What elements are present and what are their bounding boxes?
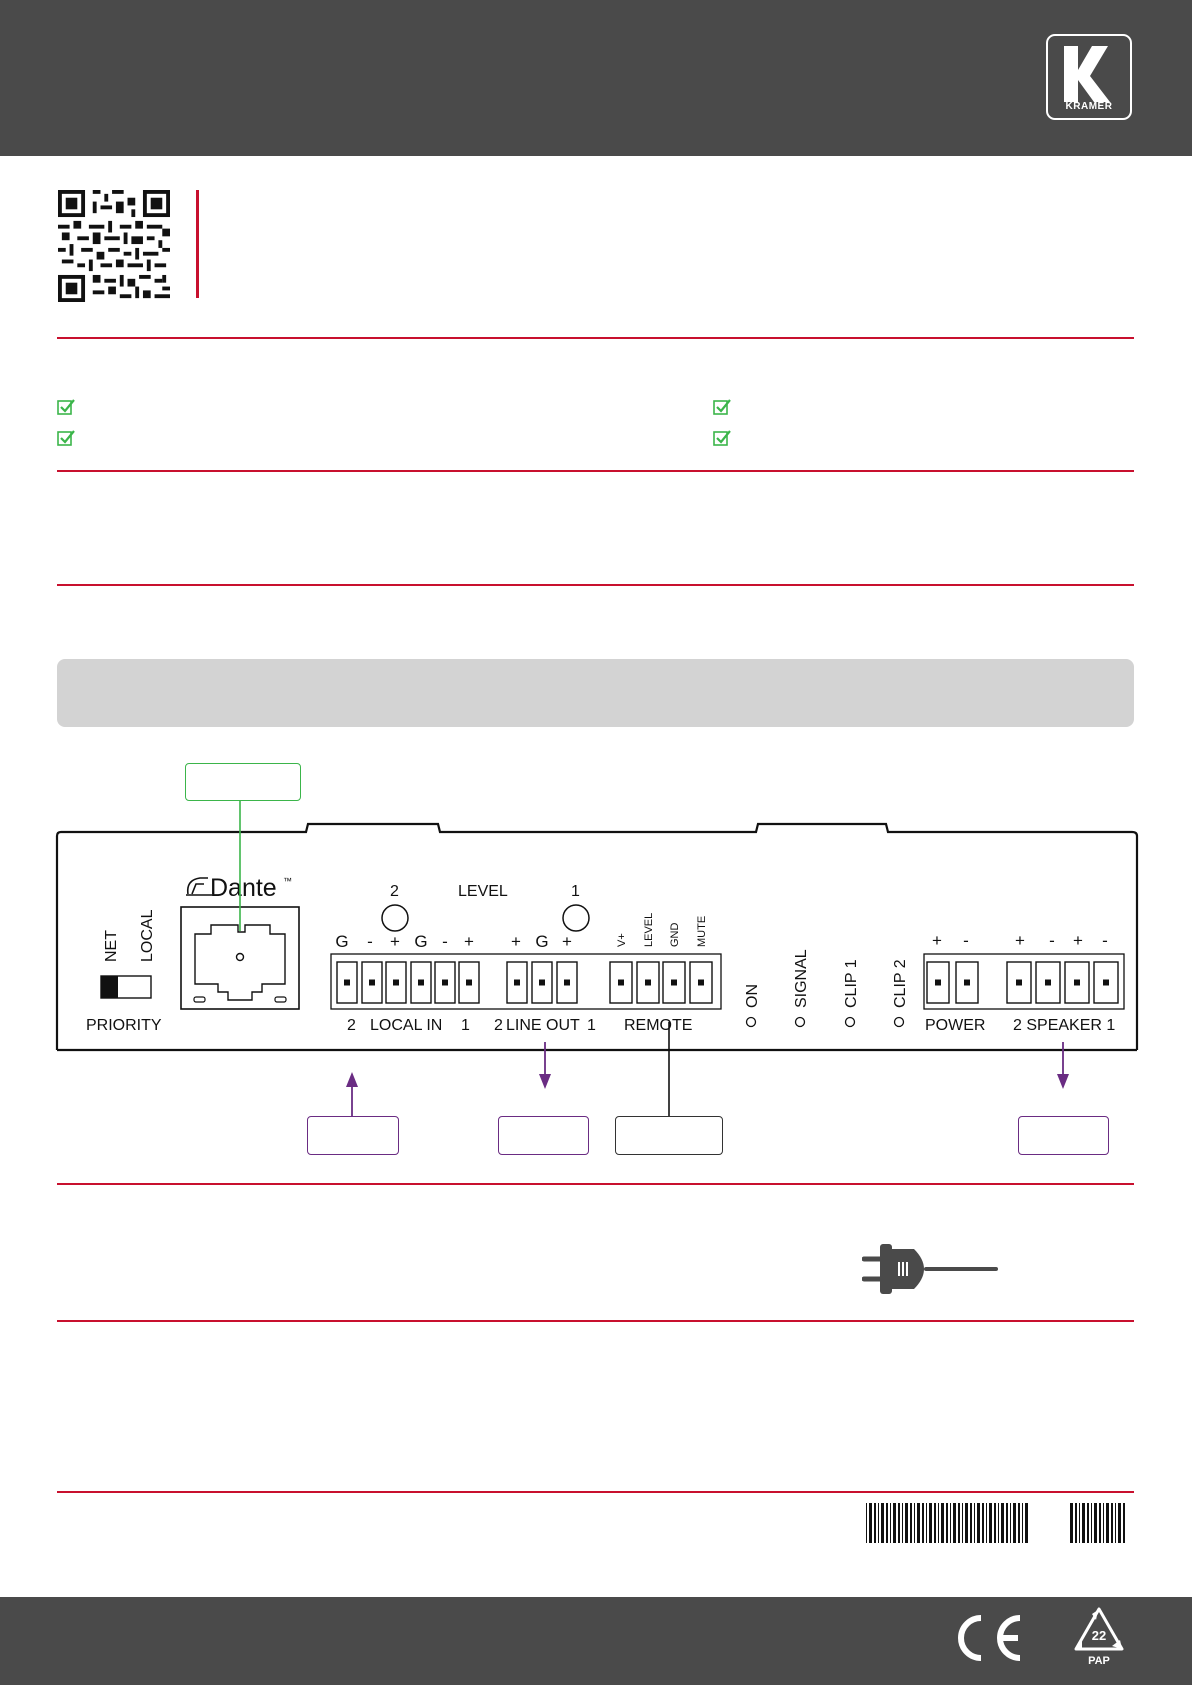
barcode-bar xyxy=(934,1503,936,1543)
pin-label: + xyxy=(390,932,400,951)
line-out-1-label: 1 xyxy=(587,1017,596,1034)
terminal-screw xyxy=(671,980,677,986)
led-signal xyxy=(793,949,810,1026)
barcode-bar xyxy=(866,1503,867,1543)
barcode-bar xyxy=(950,1503,951,1543)
barcode-bar xyxy=(938,1503,939,1543)
barcode-bar xyxy=(905,1503,908,1543)
terminal-screw xyxy=(935,980,941,986)
barcode-bar xyxy=(1006,1503,1008,1543)
barcode-bar xyxy=(1087,1503,1089,1543)
pin-label: - xyxy=(442,932,448,951)
pin-label: G xyxy=(535,932,549,951)
remote-terminals xyxy=(610,962,712,1003)
pin-label: LEVEL xyxy=(643,912,655,947)
barcode-bar xyxy=(994,1503,996,1543)
barcode-bar xyxy=(1099,1503,1101,1543)
barcode-bar xyxy=(977,1503,980,1543)
power-terminals xyxy=(927,962,978,1003)
pin-label: - xyxy=(1102,931,1108,950)
barcode-bar xyxy=(946,1503,948,1543)
barcode-small xyxy=(1070,1503,1126,1543)
barcode-bar xyxy=(1013,1503,1016,1543)
barcode-bar xyxy=(998,1503,999,1543)
line-out-label: LINE OUT xyxy=(506,1017,580,1034)
pin-label: G xyxy=(335,932,349,951)
terminal-screw xyxy=(645,980,651,986)
pin-label: + xyxy=(1073,931,1083,950)
pin-label: + xyxy=(464,932,474,951)
pin-label: GND xyxy=(669,922,681,947)
barcode-bar xyxy=(962,1503,963,1543)
power-label: POWER xyxy=(925,1017,986,1034)
led-clip1-label: CLIP 1 xyxy=(843,959,860,1008)
barcode-bar xyxy=(970,1503,972,1543)
terminal-screw xyxy=(618,980,624,986)
pin-label: - xyxy=(963,931,969,950)
barcode-bar xyxy=(1079,1503,1080,1543)
svg-text:™: ™ xyxy=(283,876,292,886)
terminal-screw xyxy=(1103,980,1109,986)
barcode-bar xyxy=(1082,1503,1085,1543)
recycle-icon xyxy=(1072,1606,1126,1670)
led-clip2-label: CLIP 2 xyxy=(892,959,909,1008)
barcode-bar xyxy=(878,1503,879,1543)
barcode-bar xyxy=(1103,1503,1104,1543)
led-on xyxy=(744,984,761,1027)
led-clip-1 xyxy=(843,959,860,1026)
barcode-bar xyxy=(886,1503,888,1543)
pin-label: V+ xyxy=(616,933,628,947)
level-knob-1-label: 1 xyxy=(571,883,580,900)
terminal-screw xyxy=(466,980,472,986)
barcode-bar xyxy=(953,1503,956,1543)
switch-local-label: LOCAL xyxy=(139,909,156,962)
pin-label: - xyxy=(367,932,373,951)
barcode-bar xyxy=(1075,1503,1077,1543)
level-knob-1 xyxy=(563,905,589,931)
barcode-bar xyxy=(869,1503,872,1543)
barcode-bar xyxy=(929,1503,932,1543)
barcode-bar xyxy=(926,1503,927,1543)
local-in-callout xyxy=(307,1116,399,1155)
pin-label: MUTE xyxy=(696,915,708,947)
terminal-screw xyxy=(698,980,704,986)
dante-logo-text: Dante xyxy=(210,874,277,902)
local-in-label: LOCAL IN xyxy=(370,1017,443,1034)
terminal-screw xyxy=(514,980,520,986)
switch-net-label: NET xyxy=(103,930,120,962)
terminal-screw xyxy=(964,980,970,986)
barcode-bar xyxy=(898,1503,900,1543)
speaker-terminals xyxy=(1007,962,1118,1003)
remote-label: REMOTE xyxy=(624,1017,693,1034)
barcode-bar xyxy=(1022,1503,1023,1543)
barcode-bar xyxy=(874,1503,876,1543)
barcode-bar xyxy=(1091,1503,1092,1543)
local-in-terminals xyxy=(337,962,479,1003)
barcode-bar xyxy=(986,1503,987,1543)
terminal-screw xyxy=(1045,980,1051,986)
pin-label: G xyxy=(414,932,428,951)
ce-mark-icon xyxy=(948,1612,1024,1664)
barcode-bar xyxy=(974,1503,975,1543)
level-knob-2 xyxy=(382,905,408,931)
barcode-bar xyxy=(1001,1503,1004,1543)
barcode-bar xyxy=(893,1503,896,1543)
speaker-callout xyxy=(1018,1116,1109,1155)
local-in-1-label: 1 xyxy=(461,1017,470,1034)
barcode-bar xyxy=(1111,1503,1113,1543)
dante-port-callout xyxy=(185,763,301,801)
line-out-2-label: 2 xyxy=(494,1017,503,1034)
line-out-callout xyxy=(498,1116,589,1155)
barcode-bar xyxy=(958,1503,960,1543)
barcode-bar xyxy=(1070,1503,1073,1543)
terminal-screw xyxy=(442,980,448,986)
barcode-bar xyxy=(914,1503,915,1543)
terminal-screw xyxy=(539,980,545,986)
terminal-screw xyxy=(1074,980,1080,986)
level-knob-2-label: 2 xyxy=(390,883,399,900)
local-in-2-label: 2 xyxy=(347,1017,356,1034)
section-rule xyxy=(57,1320,1134,1322)
barcode-bar xyxy=(1094,1503,1097,1543)
barcode-bar xyxy=(1118,1503,1121,1543)
barcode-bar xyxy=(902,1503,903,1543)
pin-label: + xyxy=(562,932,572,951)
speaker-label: 2 SPEAKER 1 xyxy=(1013,1017,1116,1034)
terminal-screw xyxy=(564,980,570,986)
barcode-bar xyxy=(910,1503,912,1543)
terminal-screw xyxy=(369,980,375,986)
section-rule xyxy=(57,1491,1134,1493)
barcode-bar xyxy=(1123,1503,1125,1543)
pin-label: + xyxy=(1015,931,1025,950)
barcode-bar xyxy=(1025,1503,1028,1543)
barcode-bar xyxy=(922,1503,924,1543)
led-on-label: ON xyxy=(744,984,761,1008)
pin-label: - xyxy=(1049,931,1055,950)
barcode-bar xyxy=(1010,1503,1011,1543)
terminal-screw xyxy=(393,980,399,986)
barcode-bar xyxy=(1106,1503,1109,1543)
led-signal-label: SIGNAL xyxy=(793,949,810,1008)
level-label: LEVEL xyxy=(458,883,508,900)
barcode-bar xyxy=(1018,1503,1020,1543)
barcode-bar xyxy=(917,1503,920,1543)
barcode-bar xyxy=(881,1503,884,1543)
terminal-screw xyxy=(1016,980,1022,986)
barcode-bar xyxy=(982,1503,984,1543)
led-clip-2 xyxy=(892,959,909,1026)
logo-text: KRAMER xyxy=(1065,101,1113,112)
barcode-main xyxy=(866,1503,1028,1543)
pin-label: + xyxy=(932,931,942,950)
pin-label: + xyxy=(511,932,521,951)
barcode-bar xyxy=(890,1503,891,1543)
barcode-bar xyxy=(965,1503,968,1543)
remote-callout xyxy=(615,1116,723,1155)
barcode-bar xyxy=(941,1503,944,1543)
barcode-bar xyxy=(1115,1503,1116,1543)
priority-label: PRIORITY xyxy=(86,1017,162,1034)
terminal-screw xyxy=(418,980,424,986)
recycle-label: PAP xyxy=(1088,1655,1110,1667)
power-plug-icon xyxy=(862,1240,1000,1298)
barcode-bar xyxy=(989,1503,992,1543)
recycle-number: 22 xyxy=(1091,1628,1107,1643)
terminal-screw xyxy=(344,980,350,986)
line-out-terminals xyxy=(507,962,577,1003)
